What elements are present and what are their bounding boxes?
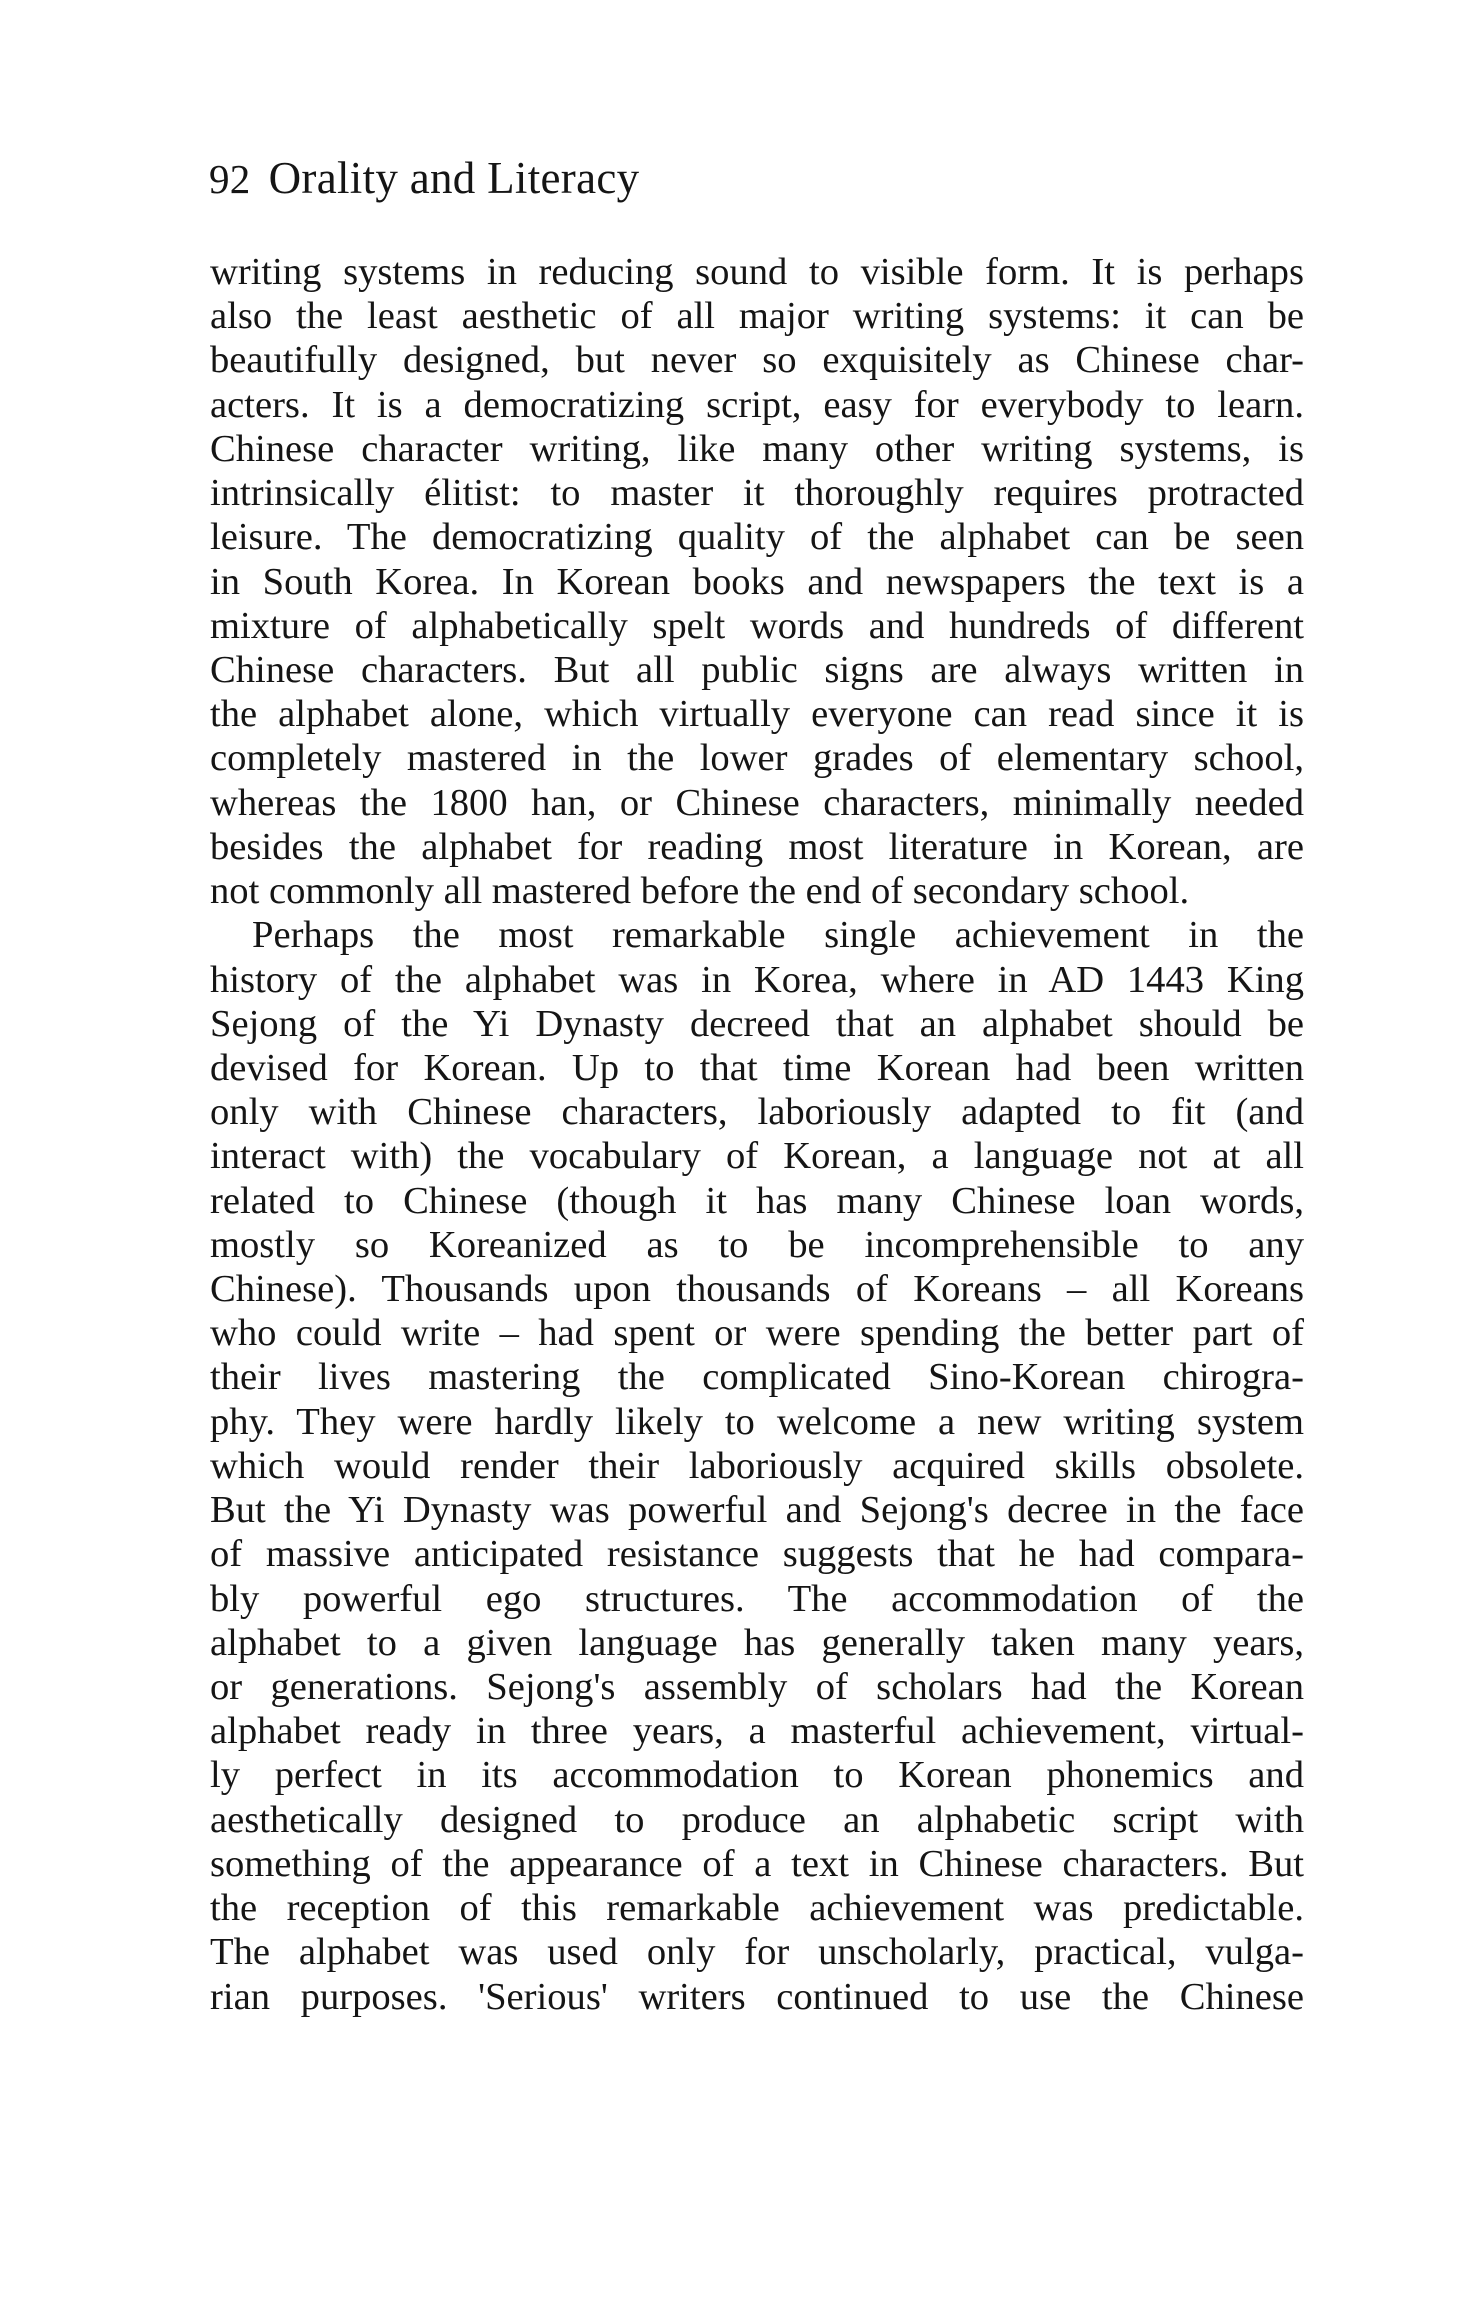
text-line: the reception of this remarkable achievement was predictable. [210,1887,1304,1930]
text-line: aesthetically designed to produce an alphabetic script with [210,1798,1304,1841]
text-line: devised for Korean. Up to that time Korean had been written [210,1046,1304,1089]
text-line: writing systems in reducing sound to visible form. It is perhaps [210,251,1304,293]
text-line: completely mastered in the lower grades of elementary school, [210,737,1304,780]
text-line: the alphabet alone, which virtually everyone can read since it is [210,693,1304,736]
text-line: Sejong of the Yi Dynasty decreed that an alphabet should be [210,1002,1304,1045]
text-line: ly perfect in its accommodation to Korean phonemics and [210,1754,1304,1797]
text-line: mostly so Koreanized as to be incomprehensible to any [210,1223,1304,1266]
text-line: intrinsically élitist: to master it thoroughly requires protracted [210,472,1304,515]
text-line: only with Chinese characters, laboriously adapted to fit (and [210,1091,1304,1134]
text-line: leisure. The democratizing quality of the alphabet can be seen [210,516,1304,559]
text-line: phy. They were hardly likely to welcome a new writing system [210,1400,1304,1443]
text-line: or generations. Sejong's assembly of scholars had the Korean [210,1666,1304,1708]
text-line: in South Korea. In Korean books and newspapers the text is a [210,560,1304,603]
text-line: something of the appearance of a text in Chinese characters. But [210,1842,1304,1885]
text-line: alphabet ready in three years, a masterful achievement, virtual- [210,1710,1304,1753]
running-head [209,150,639,207]
text-line: Chinese characters. But all public signs are always written in [210,648,1304,691]
text-line: of massive anticipated resistance suggests that he had compara- [210,1533,1304,1576]
paragraph-first-line: Perhaps the most remarkable single achievement in the [252,914,1304,957]
text-line: The alphabet was used only for unscholarly, practical, vulga- [210,1931,1304,1974]
text-line: bly powerful ego structures. The accommodation of the [210,1577,1304,1620]
running-title: Orality and Literacy [268,153,640,203]
text-line: But the Yi Dynasty was powerful and Sejong's decree in the face [210,1489,1304,1532]
text-line: which would render their laboriously acquired skills obsolete. [210,1444,1304,1487]
text-line: acters. It is a democratizing script, easy for everybody to learn. [210,383,1304,426]
paragraph-end-line: not commonly all mastered before the end of secondary school. [210,870,1190,913]
text-line: their lives mastering the complicated Sino-Korean chirogra- [210,1356,1304,1399]
text-line: rian purposes. 'Serious' writers continued to use the Chinese [210,1975,1304,2018]
text-line: history of the alphabet was in Korea, where in AD 1443 King [210,958,1304,1001]
page-number: 92 [209,156,251,202]
text-line: also the least aesthetic of all major writing systems: it can be [210,295,1304,338]
text-line: who could write – had spent or were spending the better part of [210,1312,1304,1355]
text-line: alphabet to a given language has generally taken many years, [210,1621,1304,1664]
body-text [210,250,1304,2019]
text-line: beautifully designed, but never so exquisitely as Chinese char- [210,339,1304,382]
text-line: Chinese character writing, like many other writing systems, is [210,427,1304,470]
text-line: Chinese). Thousands upon thousands of Koreans – all Koreans [210,1268,1304,1311]
text-line: whereas the 1800 han, or Chinese characters, minimally needed [210,781,1304,824]
text-line: besides the alphabet for reading most literature in Korean, are [210,825,1304,868]
text-line: related to Chinese (though it has many Chinese loan words, [210,1179,1304,1222]
text-line: interact with) the vocabulary of Korean, a language not at all [210,1135,1304,1178]
text-line: mixture of alphabetically spelt words and hundreds of different [210,604,1304,647]
